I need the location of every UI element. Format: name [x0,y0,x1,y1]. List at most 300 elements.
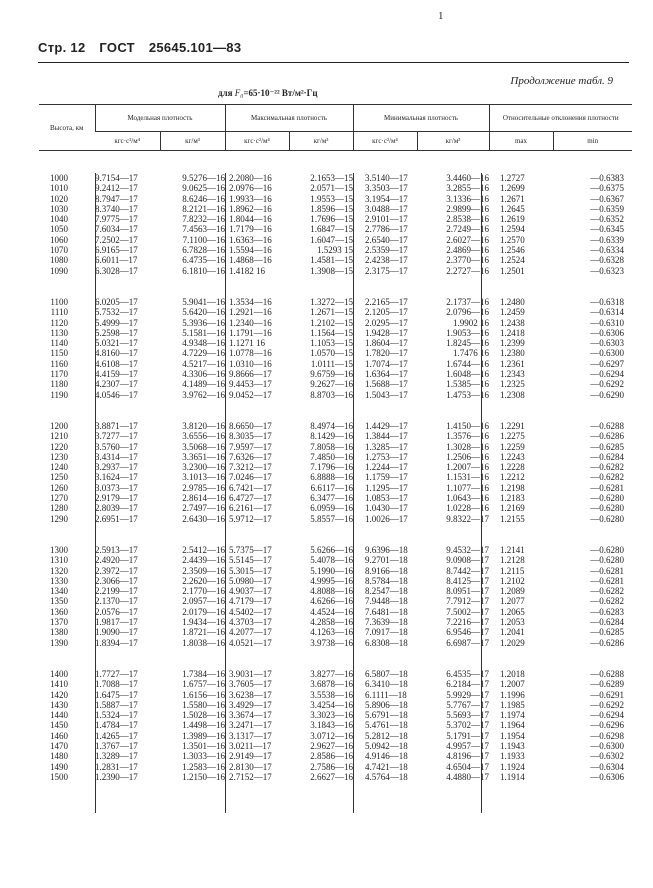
rel-min-cell: —0.6281 [590,482,624,493]
rel-min-cell: —0.6286 [590,431,624,442]
model-kg-cell: 4.5217—16 [182,358,225,369]
max-kg-cell: 9.6759—16 [310,369,353,380]
table-row [39,297,632,307]
rel-min-cell: —0.6323 [590,265,624,276]
model-kgs-cell: 2.8039—17 [95,503,138,514]
model-kgs-cell: 3.4314—17 [95,451,138,462]
model-kg-cell: 6.7828—16 [182,245,225,256]
min-kg-cell: 1.9902 16 [453,317,489,328]
min-kgs-cell: 2.6540—17 [365,234,408,245]
min-kg-cell: 1.3576—16 [446,431,489,442]
rel-min-cell: —0.6292 [590,699,624,710]
min-kg-cell: 1.5385—16 [446,379,489,390]
page-number: Стр. 12 [38,40,86,55]
model-kg-cell: 2.5412—16 [182,545,225,555]
rel-min-cell: —0.6289 [590,679,624,690]
table-row [39,431,632,441]
min-kgs-cell: 2.1205—17 [365,307,408,318]
model-kgs-cell: 1.3289—17 [95,751,138,762]
model-kgs-cell: 6.6011—17 [95,255,138,266]
model-kg-cell: 8.2121—16 [182,203,225,214]
height-cell: 1330 [50,575,68,586]
min-kgs-cell: 9.2701—18 [365,555,408,566]
rel-max-cell: 1.2594 [500,224,525,235]
min-kg-cell: 7.5002—17 [446,606,489,617]
min-kg-cell: 5.7767—17 [446,699,489,710]
height-cell: 1150 [50,348,68,359]
model-kgs-cell: 6.3028—17 [95,265,138,276]
rel-max-cell: 1.2524 [500,255,525,266]
min-kgs-cell: 4.9146—18 [365,751,408,762]
max-kgs-cell: 4.2077—17 [229,627,272,638]
min-kg-cell: 6.2184—17 [446,679,489,690]
rel-max-cell: 1.2089 [500,586,525,597]
unit-max-kgs: кгс·с²/м⁴ [225,132,289,151]
table-row [39,700,632,710]
min-kgs-cell: 1.7820—17 [365,348,408,359]
min-kg-cell: 6.9546—17 [446,627,489,638]
row-group [39,297,632,421]
model-kgs-cell: 1.7727—17 [95,669,138,679]
rel-max-cell: 1.2343 [500,369,525,380]
max-kgs-cell: 1.6363—16 [229,234,272,245]
height-cell: 1390 [50,637,68,648]
max-kgs-cell: 4.9037—17 [229,586,272,597]
min-kg-cell: 8.7442—17 [446,565,489,576]
min-kg-cell: 1.1531—16 [446,472,489,483]
unit-model-kg: кг/м³ [160,132,225,151]
min-kg-cell: 2.6027—16 [446,234,489,245]
table-row [39,255,632,265]
rel-min-cell: —0.6288 [590,669,624,679]
min-kg-cell: 7.2216—17 [446,617,489,628]
model-kg-cell: 1.8038—16 [182,637,225,648]
col-rel-max: max [489,132,553,151]
model-kg-cell: 6.4735—16 [182,255,225,266]
min-kgs-cell: 1.2244—17 [365,462,408,473]
model-kg-cell: 3.2300—16 [182,462,225,473]
model-kgs-cell: 6.0205—17 [95,297,138,307]
table-row [39,173,632,183]
model-kgs-cell: 1.4265—17 [95,730,138,741]
header-rule [38,62,629,63]
model-kgs-cell: 1.4784—17 [95,720,138,731]
max-kg-cell: 2.0571—15 [310,183,353,194]
max-kgs-cell: 4.3703—17 [229,617,272,628]
max-kg-cell: 1.2671—15 [310,307,353,318]
height-cell: 1190 [50,389,68,400]
min-kgs-cell: 5.6791—18 [365,710,408,721]
rel-min-cell: —0.6288 [590,421,624,431]
height-cell: 1230 [50,451,68,462]
column-divider [225,173,226,813]
rel-min-cell: —0.6314 [590,307,624,318]
min-kgs-cell: 2.7786—17 [365,224,408,235]
min-kg-cell: 9.4532—17 [446,545,489,555]
row-group [39,545,632,669]
max-kgs-cell: 3.1317—17 [229,730,272,741]
table-row [39,555,632,565]
max-kg-cell: 2.9627—16 [310,741,353,752]
max-kg-cell: 3.3023—16 [310,710,353,721]
rel-max-cell: 1.2141 [500,545,525,555]
table-row [39,266,632,276]
min-kg-cell: 1.1077—16 [446,482,489,493]
table-row [39,390,632,400]
model-kg-cell: 2.4439—16 [182,555,225,566]
table-row [39,545,632,555]
rel-min-cell: —0.6283 [590,606,624,617]
rel-max-cell: 1.2053 [500,617,525,628]
rel-min-cell: —0.6281 [590,575,624,586]
model-kg-cell: 1.8721—16 [182,627,225,638]
max-kgs-cell: 5.3015—17 [229,565,272,576]
min-kgs-cell: 2.0295—17 [365,317,408,328]
rel-max-cell: 1.2115 [500,565,525,576]
height-cell: 1240 [50,462,68,473]
min-kgs-cell: 5.4761—18 [365,720,408,731]
rel-max-cell: 1.1943 [500,741,525,752]
rel-max-cell: 1.2128 [500,555,525,566]
min-kgs-cell: 3.5140—17 [365,173,408,183]
max-kgs-cell: 1.0778—16 [229,348,272,359]
model-kgs-cell: 5.2598—17 [95,327,138,338]
model-kg-cell: 1.4498—16 [182,720,225,731]
max-kg-cell: 6.6117—16 [310,482,353,493]
min-kg-cell: 1.8245—16 [446,338,489,349]
min-kg-cell: 1.4753—16 [446,389,489,400]
max-kgs-cell: 9.0452—17 [229,389,272,400]
min-kgs-cell: 8.2547—18 [365,586,408,597]
table-row [39,235,632,245]
max-kgs-cell: 1.5594—16 [229,245,272,256]
table-row [39,762,632,772]
model-kg-cell: 9.0625—16 [182,183,225,194]
max-kg-cell: 5.1990—16 [310,565,353,576]
max-kg-cell: 1.5293 15 [317,245,353,256]
max-kg-cell: 6.0959—16 [310,503,353,514]
height-cell: 1050 [50,224,68,235]
model-kg-cell: 1.7384—16 [182,669,225,679]
rel-max-cell: 1.1924 [500,761,525,772]
min-kg-cell: 1.6048—16 [446,369,489,380]
max-kg-cell: 8.1429—16 [310,431,353,442]
unit-model-kgs: кгс·с²/м⁴ [95,132,160,151]
height-cell: 1000 [50,173,68,183]
min-kg-cell: 8.4125—17 [446,575,489,586]
table-row [39,710,632,720]
max-kg-cell: 3.4254—16 [310,699,353,710]
model-kg-cell: 2.8614—16 [182,493,225,504]
min-kgs-cell: 7.3639—18 [365,617,408,628]
min-kgs-cell: 1.4429—17 [365,421,408,431]
model-kgs-cell: 2.3972—17 [95,565,138,576]
min-kg-cell: 3.1336—16 [446,193,489,204]
max-kg-cell: 1.3272—15 [310,297,353,307]
rel-max-cell: 1.2183 [500,493,525,504]
min-kg-cell: 2.3770—16 [446,255,489,266]
max-kgs-cell: 9.8666—17 [229,369,272,380]
model-kgs-cell: 1.8394—17 [95,637,138,648]
max-kg-cell: 5.8557—16 [310,513,353,524]
height-cell: 1360 [50,606,68,617]
min-kg-cell: 2.9899—16 [446,203,489,214]
model-kgs-cell: 7.6034—17 [95,224,138,235]
rel-max-cell: 1.2077 [500,596,525,607]
height-cell: 1070 [50,245,68,256]
col-rel: Относительные отклонения плотности [489,105,632,132]
min-kg-cell: 4.9957—17 [446,741,489,752]
unit-max-kg: кг/м³ [289,132,353,151]
table-row [39,720,632,730]
min-kg-cell: 5.1791—17 [446,730,489,741]
rel-min-cell: —0.6285 [590,627,624,638]
max-kg-cell: 1.6047—15 [310,234,353,245]
height-cell: 1100 [50,297,68,307]
max-kgs-cell: 1.0310—16 [229,358,272,369]
model-kgs-cell: 3.2937—17 [95,462,138,473]
model-kg-cell: 4.7229—16 [182,348,225,359]
rel-min-cell: —0.6359 [590,203,624,214]
rel-max-cell: 1.2699 [500,183,525,194]
min-kgs-cell: 1.0853—17 [365,493,408,504]
min-kgs-cell: 2.2165—17 [365,297,408,307]
min-kg-cell: 9.0908—17 [446,555,489,566]
rel-max-cell: 1.2671 [500,193,525,204]
min-kg-cell: 1.0228—16 [446,503,489,514]
max-kgs-cell: 9.4453—17 [229,379,272,390]
model-kg-cell: 5.9041—16 [182,297,225,307]
max-kgs-cell: 4.0521—17 [229,637,272,648]
model-kgs-cell: 4.4159—17 [95,369,138,380]
model-kgs-cell: 6.9165—17 [95,245,138,256]
height-cell: 1090 [50,265,68,276]
table-row [39,472,632,482]
model-kg-cell: 8.6246—16 [182,193,225,204]
rel-min-cell: —0.6303 [590,338,624,349]
table-row [39,607,632,617]
model-kgs-cell: 4.2307—17 [95,379,138,390]
rel-max-cell: 1.2198 [500,482,525,493]
table-row [39,183,632,193]
rel-min-cell: —0.6282 [590,596,624,607]
rel-min-cell: —0.6367 [590,193,624,204]
rel-min-cell: —0.6285 [590,441,624,452]
rel-max-cell: 1.2102 [500,575,525,586]
model-kg-cell: 1.5580—16 [182,699,225,710]
table-row [39,348,632,358]
table-row [39,669,632,679]
table-row [39,442,632,452]
height-cell: 1490 [50,761,68,772]
table-row [39,566,632,576]
rel-max-cell: 1.2480 [500,297,525,307]
max-kgs-cell: 2.8130—17 [229,761,272,772]
table-row [39,204,632,214]
model-kgs-cell: 1.7088—17 [95,679,138,690]
min-kgs-cell: 2.9101—17 [365,214,408,225]
rel-max-cell: 1.2501 [500,265,525,276]
unit-min-kg: кг/м³ [417,132,489,151]
min-kgs-cell: 5.0942—18 [365,741,408,752]
model-kg-cell: 4.1489—16 [182,379,225,390]
max-kgs-cell: 3.7605—17 [229,679,272,690]
max-kgs-cell: 2.7152—17 [229,771,272,782]
table-row [39,307,632,317]
model-kg-cell: 3.9762—16 [182,389,225,400]
table-row [39,751,632,761]
min-kg-cell: 4.6504—17 [446,761,489,772]
max-kgs-cell: 6.2161—17 [229,503,272,514]
height-cell: 1350 [50,596,68,607]
model-kg-cell: 3.1013—16 [182,472,225,483]
max-kgs-cell: 1.8044—16 [229,214,272,225]
table-row [39,328,632,338]
rel-max-cell: 1.2018 [500,669,525,679]
model-kgs-cell: 3.8871—17 [95,421,138,431]
height-cell: 1440 [50,710,68,721]
rel-min-cell: —0.6284 [590,617,624,628]
max-kg-cell: 4.9995—16 [310,575,353,586]
min-kgs-cell: 2.5359—17 [365,245,408,256]
max-kgs-cell: 3.6238—17 [229,689,272,700]
max-kgs-cell: 1.9933—16 [229,193,272,204]
model-kg-cell: 4.3306—16 [182,369,225,380]
rel-max-cell: 1.2212 [500,472,525,483]
min-kgs-cell: 1.9428—17 [365,327,408,338]
min-kg-cell: 4.4880—17 [446,771,489,782]
min-kg-cell: 1.2506—16 [446,451,489,462]
column-divider [481,173,482,813]
row-group [39,173,632,297]
max-kg-cell: 6.8888—16 [310,472,353,483]
model-kg-cell: 7.1100—16 [182,234,225,245]
min-kgs-cell: 1.0026—17 [365,513,408,524]
model-kgs-cell: 8.7947—17 [95,193,138,204]
max-kg-cell: 1.4581—15 [310,255,353,266]
height-cell: 1310 [50,555,68,566]
min-kg-cell: 1.4150—16 [446,421,489,431]
min-kg-cell: 2.0796—16 [446,307,489,318]
min-kg-cell: 1.3028—16 [446,441,489,452]
min-kg-cell: 8.0951—17 [446,586,489,597]
row-group [39,421,632,545]
height-cell: 1370 [50,617,68,628]
min-kgs-cell: 1.5688—17 [365,379,408,390]
model-kgs-cell: 2.3066—17 [95,575,138,586]
max-kgs-cell: 1.4182 16 [229,265,265,276]
max-kg-cell: 4.8088—16 [310,586,353,597]
min-kg-cell: 1.7476 16 [453,348,489,359]
min-kgs-cell: 6.3410—18 [365,679,408,690]
max-kgs-cell: 5.9712—17 [229,513,272,524]
height-cell: 1020 [50,193,68,204]
table-row [39,379,632,389]
condition-line [218,88,318,99]
model-kgs-cell: 3.7277—17 [95,431,138,442]
height-cell: 1340 [50,586,68,597]
height-cell: 1040 [50,214,68,225]
table-row [39,627,632,637]
rel-min-cell: —0.6306 [590,771,624,782]
density-table-body [39,173,632,793]
max-kg-cell: 4.1263—16 [310,627,353,638]
model-kg-cell: 5.6420—16 [182,307,225,318]
model-kg-cell: 9.5276—16 [182,173,225,183]
rel-max-cell: 1.1914 [500,771,525,782]
rel-max-cell: 1.2325 [500,379,525,390]
height-cell: 1170 [50,369,68,380]
max-kgs-cell: 3.0211—17 [229,741,272,752]
min-kgs-cell: 4.7421—18 [365,761,408,772]
max-kg-cell: 8.4974—16 [310,421,353,431]
height-cell: 1060 [50,234,68,245]
min-kg-cell: 2.7249—16 [446,224,489,235]
rel-min-cell: —0.6352 [590,214,624,225]
col-rel-min: min [553,132,632,151]
rel-min-cell: —0.6282 [590,472,624,483]
rel-max-cell: 1.2546 [500,245,525,256]
height-cell: 1010 [50,183,68,194]
height-cell: 1270 [50,493,68,504]
model-kgs-cell: 1.9817—17 [95,617,138,628]
model-kg-cell: 2.7497—16 [182,503,225,514]
table-row [39,586,632,596]
model-kg-cell: 7.8232—16 [182,214,225,225]
max-kg-cell: 7.8058—16 [310,441,353,452]
rel-min-cell: —0.6302 [590,751,624,762]
model-kg-cell: 1.6757—16 [182,679,225,690]
max-kg-cell: 8.8703—16 [310,389,353,400]
rel-min-cell: —0.6300 [590,741,624,752]
rel-min-cell: —0.6280 [590,555,624,566]
rel-max-cell: 1.2259 [500,441,525,452]
rel-min-cell: —0.6306 [590,327,624,338]
model-kgs-cell: 1.3767—17 [95,741,138,752]
model-kgs-cell: 4.8160—17 [95,348,138,359]
table-row [39,224,632,234]
table-row [39,338,632,348]
min-kgs-cell: 1.3285—17 [365,441,408,452]
min-kgs-cell: 8.9166—18 [365,565,408,576]
table-row [39,483,632,493]
rel-min-cell: —0.6294 [590,710,624,721]
col-max: Максимальная плотность [225,105,353,132]
min-kg-cell: 2.1737—16 [446,297,489,307]
model-kgs-cell: 4.6108—17 [95,358,138,369]
min-kgs-cell: 3.1954—17 [365,193,408,204]
max-kgs-cell: 1.4868—16 [229,255,272,266]
min-kgs-cell: 8.5784—18 [365,575,408,586]
max-kgs-cell: 1.3534—16 [229,297,272,307]
model-kg-cell: 2.1770—16 [182,586,225,597]
model-kg-cell: 1.3501—16 [182,741,225,752]
height-cell: 1460 [50,730,68,741]
rel-max-cell: 1.2291 [500,421,525,431]
height-cell: 1290 [50,513,68,524]
rel-min-cell: —0.6328 [590,255,624,266]
model-kgs-cell: 4.0546—17 [95,389,138,400]
max-kgs-cell: 6.4727—17 [229,493,272,504]
max-kgs-cell: 3.4929—17 [229,699,272,710]
model-kg-cell: 3.8120—16 [182,421,225,431]
column-divider [353,173,354,813]
model-kg-cell: 1.2583—16 [182,761,225,772]
min-kgs-cell: 5.2812—18 [365,730,408,741]
rel-max-cell: 1.2007 [500,679,525,690]
model-kgs-cell: 5.0321—17 [95,338,138,349]
height-cell: 1400 [50,669,68,679]
